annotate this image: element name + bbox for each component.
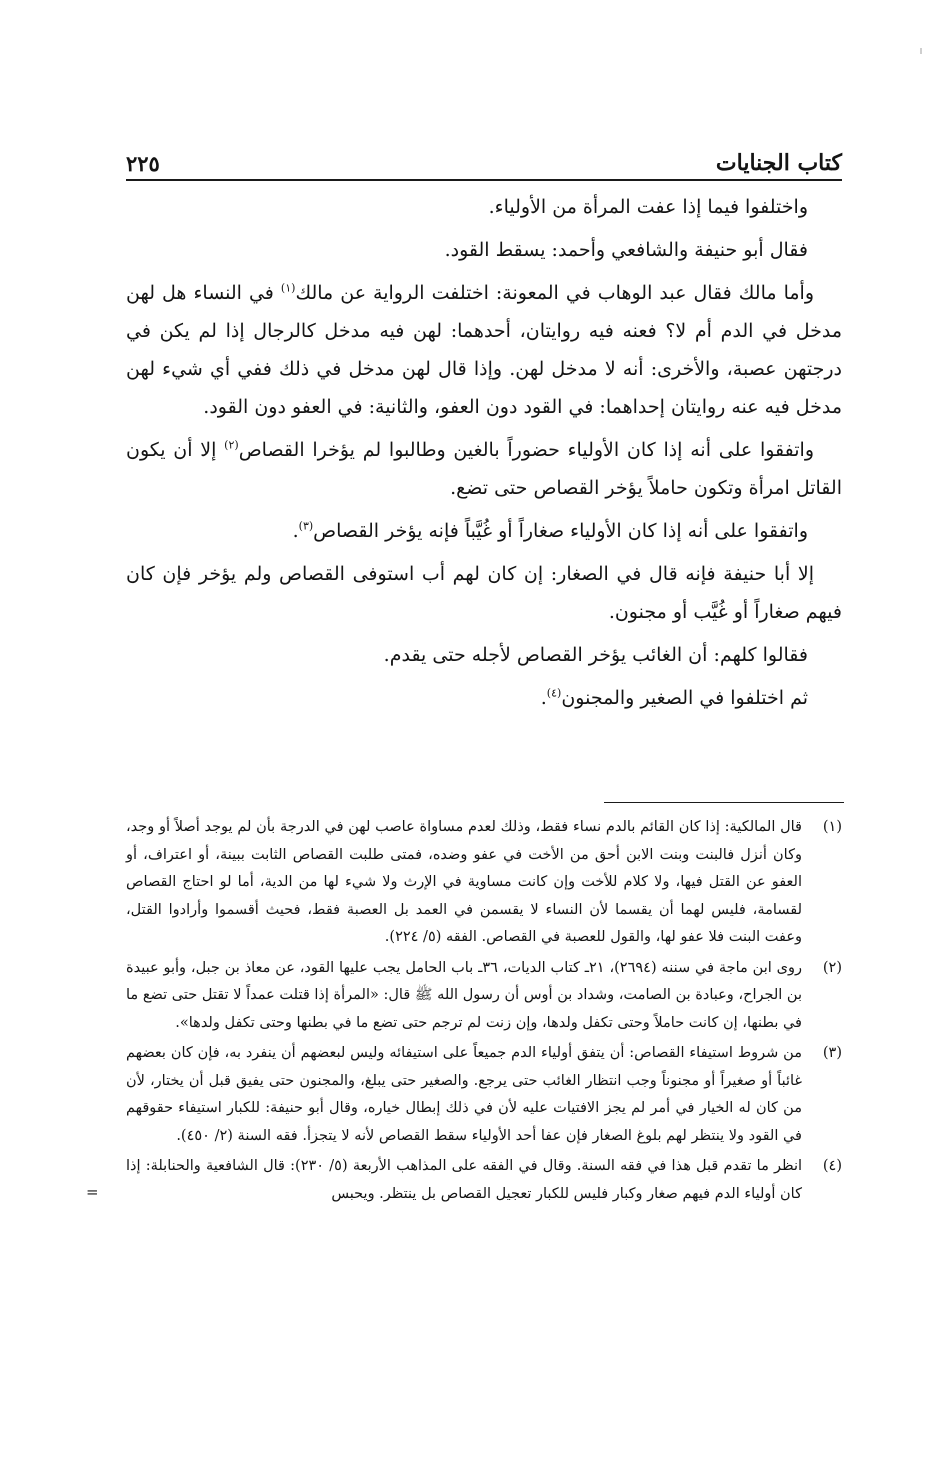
footnote-3 [126, 1040, 842, 1150]
header-rule [126, 179, 842, 181]
footnote-number: (٣) [822, 1045, 842, 1061]
scan-edge-mark [920, 48, 922, 54]
footnote-ref[interactable]: (٢) [224, 438, 239, 452]
footnote-text: روى ابن ماجة في سننه (٢٦٩٤)، ٢١ـ كتاب الديات، ٣٦ـ باب الحامل يجب عليها القود، عن معاذ بن جبل، وأبو عبيدة بن الجراح، وعبادة بن الصامت، وشداد بن أوس أن رسول الله ﷺ قال: «المرأة إذا قتلت عمداً لا تقتل حتى تضع ما في بطنها، إن كانت حاملاً وحتى تكفل ولدها، وإن زنت لم ترجم حتى تضع ما في بطنها وحتى تكفل ولدها». [126, 959, 802, 1031]
running-header [126, 140, 842, 176]
footnote-4 [86, 1153, 842, 1208]
footnote-1 [126, 814, 842, 952]
paragraph: فقالوا كلهم: أن الغائب يؤخر القصاص لأجله حتى يقدم. [383, 644, 808, 666]
page-number: ٢٢٥ [126, 151, 160, 176]
main-text [126, 188, 842, 722]
paragraph: وأما مالك فقال عبد الوهاب في المعونة: اختلفت الرواية عن مالك$^{(١)}$ في النساء هل لهن مدخل في الدم أم لا؟ فعنه فيه روايتان، أحدهما: لهن فيه مدخل كالرجال إذا لم يكن في درجتهن عصبة، والأخرى: أنه لا مدخل لهن. وإذا قال لهن مدخل في ذلك ففي أي شيء لهن مدخل فيه عنه روايتان إحداهما: في القود دون العفو، والثانية: في العفو دون القود. [126, 281, 842, 418]
footnote-ref[interactable]: (١) [280, 281, 296, 295]
footnote-ref[interactable]: (٣) [298, 519, 314, 533]
footnote-2 [126, 955, 842, 1038]
footnote-number: (١) [822, 819, 842, 835]
continuation-mark: = [86, 1182, 99, 1201]
paragraph: ثم اختلفوا في الصغير والمجنون$^{(٤)}$. [540, 686, 808, 709]
footnotes [86, 814, 842, 1211]
paragraph: واتفقوا على أنه إذا كان الأولياء صغاراً أو غُيَّباً فإنه يؤخر القصاص$^{(٣)}$. [292, 519, 808, 542]
footnote-number: (٤) [822, 1158, 842, 1174]
paragraph: واختلفوا فيما إذا عفت المرأة من الأولياء. [488, 196, 808, 218]
paragraph: إلا أبا حنيفة فإنه قال في الصغار: إن كان لهم أب استوفى القصاص ولم يؤخر فإن كان فيهم صغاراً أو غُيَّب أو مجنون. [126, 563, 842, 623]
paragraph: فقال أبو حنيفة والشافعي وأحمد: يسقط القود. [444, 239, 808, 261]
footnote-rule [604, 802, 844, 803]
footnote-text: انظر ما تقدم قبل هذا في فقه السنة. وقال في الفقه على المذاهب الأربعة (٥/ ٢٣٠): قال الشافعية والحنابلة: إذا كان أولياء الدم فيهم صغار وكبار فليس للكبار تعجيل القصاص بل ينتظر. ويحبس [126, 1158, 803, 1202]
footnote-text: من شروط استيفاء القصاص: أن يتفق أولياء الدم جميعاً على استيفائه وليس لبعضهم أن ينفرد به، فإن كان بعضهم غائباً أو صغيراً أو مجنوناً وجب انتظار الغائب حتى يرجع. والصغير حتى يبلغ، والمجنون حتى يفيق قبل أن يختار، لأن من كان له الخيار في أمر لم يجز الافتيات عليه لأن في ذلك إبطال خياره، وقال أبو حنيفة: للكبار استيفاء حقوقهم في القود ولا ينتظر لهم بلوغ الصغار فإن عفا أحد الأولياء سقط القصاص لأنه لا يتجزأ. فقه السنة (٢/ ٤٥٠). [126, 1045, 802, 1144]
footnote-number: (٢) [822, 959, 842, 976]
footnote-text: قال المالكية: إذا كان القائم بالدم نساء فقط، وذلك لعدم مساواة عاصب لهن في الدرجة بأن لم يوجد أصلاً أو وجد، وكان أنزل فالبنت وبنت الابن أحق من الأخت في عفو وضده، فمتى طلبت القصاص الثابت ببينة، أو اعتراف، أو العفو عن القتل فيها، ولا كلام للأخت وإن كانت مساوية في الإرث ولا شيء لها من الدية، أما لو احتاج القصاص لقسامة، فليس لهما أن يقسما لأن النساء لا يقسمن في العمد بل العصبة فقط، فحيث أقسموا وأرادوا القتل، وعفت البنت فلا عفو لها، والقول للعصبة في القصاص. الفقه (٥/ ٢٢٤). [126, 819, 802, 945]
chapter-title: كتاب الجنايات [715, 150, 842, 176]
paragraph: واتفقوا على أنه إذا كان الأولياء حضوراً بالغين وطالبوا لم يؤخرا القصاص$^{(٢)}$ إلا أن يكون القاتل امرأة وتكون حاملاً يؤخر القصاص حتى تضع. [126, 438, 842, 499]
footnote-ref[interactable]: (٤) [546, 686, 562, 700]
